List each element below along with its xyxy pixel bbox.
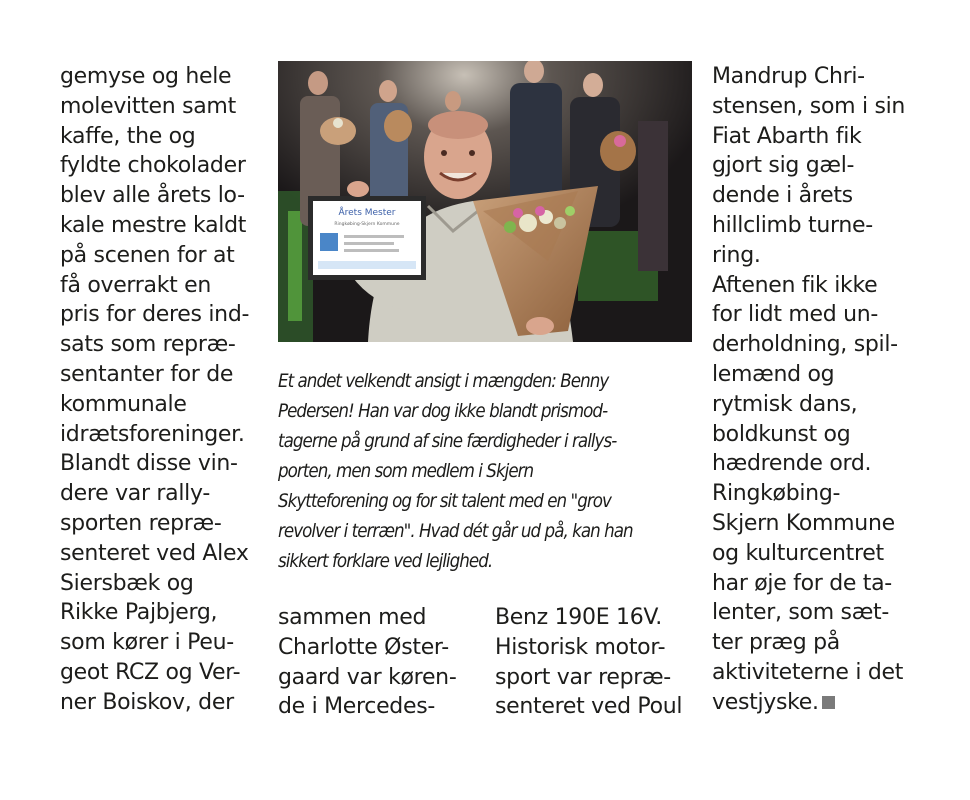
- text-line: Skytteforening og for sit talent med en "grov: [278, 490, 611, 512]
- text-line: Benz 190E 16V.: [495, 605, 662, 630]
- text-line: lenter, som sæt-: [712, 600, 889, 626]
- text-line: Rikke Pajbjerg,: [60, 600, 218, 626]
- text-line: sport var repræ-: [495, 664, 671, 690]
- text-line: de i Mercedes-: [278, 694, 436, 720]
- text-line: pris for deres ind-: [60, 302, 250, 328]
- text-line: sammen med: [278, 605, 427, 630]
- text-line: aktiviteterne i det: [712, 659, 904, 685]
- text-line: Ringkøbing-: [712, 481, 841, 507]
- text-line: vestjyske.: [712, 688, 905, 718]
- text-line: derholdning, spil-: [712, 332, 898, 358]
- text-line: revolver i terræn". Hvad dét går ud på, kan han: [278, 520, 633, 542]
- award-photo: [278, 61, 692, 342]
- text-line: Blandt disse vin-: [60, 451, 238, 477]
- text-line: hillclimb turne-: [712, 212, 873, 238]
- text-line: dende i årets: [712, 183, 853, 209]
- text-line: ring.: [712, 242, 761, 268]
- text-line: for lidt med un-: [712, 302, 879, 328]
- text-line: idrætsforeninger.: [60, 421, 245, 447]
- text-line: stensen, som i sin: [712, 93, 906, 119]
- text-line: gaard var køren-: [278, 664, 457, 690]
- text-line: kommunale: [60, 391, 187, 417]
- text-line: boldkunst og: [712, 421, 851, 447]
- text-line: gemyse og hele: [60, 64, 232, 89]
- text-line: Skjern Kommune: [712, 510, 895, 536]
- text-line: geot RCZ og Ver-: [60, 659, 241, 685]
- text-line: hædrende ord.: [712, 451, 872, 477]
- text-line: senteret ved Poul: [495, 694, 683, 720]
- text-line: lemænd og: [712, 361, 835, 387]
- text-line: kaffe, the og: [60, 123, 196, 149]
- text-line: få overrakt en: [60, 272, 212, 298]
- text-line: gjort sig gæl-: [712, 153, 855, 179]
- text-line: sporten repræ-: [60, 510, 222, 536]
- article-column-1: [60, 62, 249, 718]
- certificate-subtitle: Ringkøbing-Skjern Kommune: [334, 222, 400, 227]
- text-line: kale mestre kaldt: [60, 212, 247, 238]
- text-line: ner Boiskov, der: [60, 689, 234, 715]
- text-line: har øje for de ta-: [712, 570, 892, 596]
- text-line: fyldte chokolader: [60, 153, 246, 179]
- text-line: Pedersen! Han var dog ikke blandt prismod-: [278, 400, 608, 422]
- text-line: molevitten samt: [60, 93, 236, 119]
- text-line: senteret ved Alex: [60, 540, 249, 566]
- end-of-article-mark: [822, 696, 835, 709]
- article-column-2b: [495, 603, 682, 722]
- certificate-title: Årets Mester: [338, 208, 396, 218]
- text-line: og kulturcentret: [712, 540, 884, 566]
- text-line: sentanter for de: [60, 361, 234, 387]
- text-line: Mandrup Chri-: [712, 64, 865, 89]
- text-line: porten, men som medlem i Skjern: [278, 460, 534, 482]
- article-column-3: [712, 62, 905, 718]
- text-line: Aftenen fik ikke: [712, 272, 878, 298]
- text-line: som kører i Peu-: [60, 630, 234, 656]
- text-line: dere var rally-: [60, 481, 210, 507]
- text-line: Fiat Abarth fik: [712, 123, 862, 149]
- text-line: sikkert forklare ved lejlighed.: [278, 550, 493, 572]
- text-line: rytmisk dans,: [712, 391, 858, 417]
- text-line: Charlotte Øster-: [278, 634, 449, 660]
- text-line: Siersbæk og: [60, 570, 194, 596]
- photo-caption: [278, 366, 698, 576]
- text-line: på scenen for at: [60, 242, 235, 268]
- award-photo-illustration: [278, 61, 692, 342]
- text-line: blev alle årets lo-: [60, 183, 245, 209]
- text-line: ter præg på: [712, 630, 840, 656]
- text-line: sats som repræ-: [60, 332, 236, 358]
- text-line: Historisk motor-: [495, 634, 666, 660]
- text-line: tagerne på grund af sine færdigheder i rallys-: [278, 430, 617, 452]
- article-column-2a: [278, 603, 456, 722]
- text-line: Et andet velkendt ansigt i mængden: Benny: [278, 370, 609, 392]
